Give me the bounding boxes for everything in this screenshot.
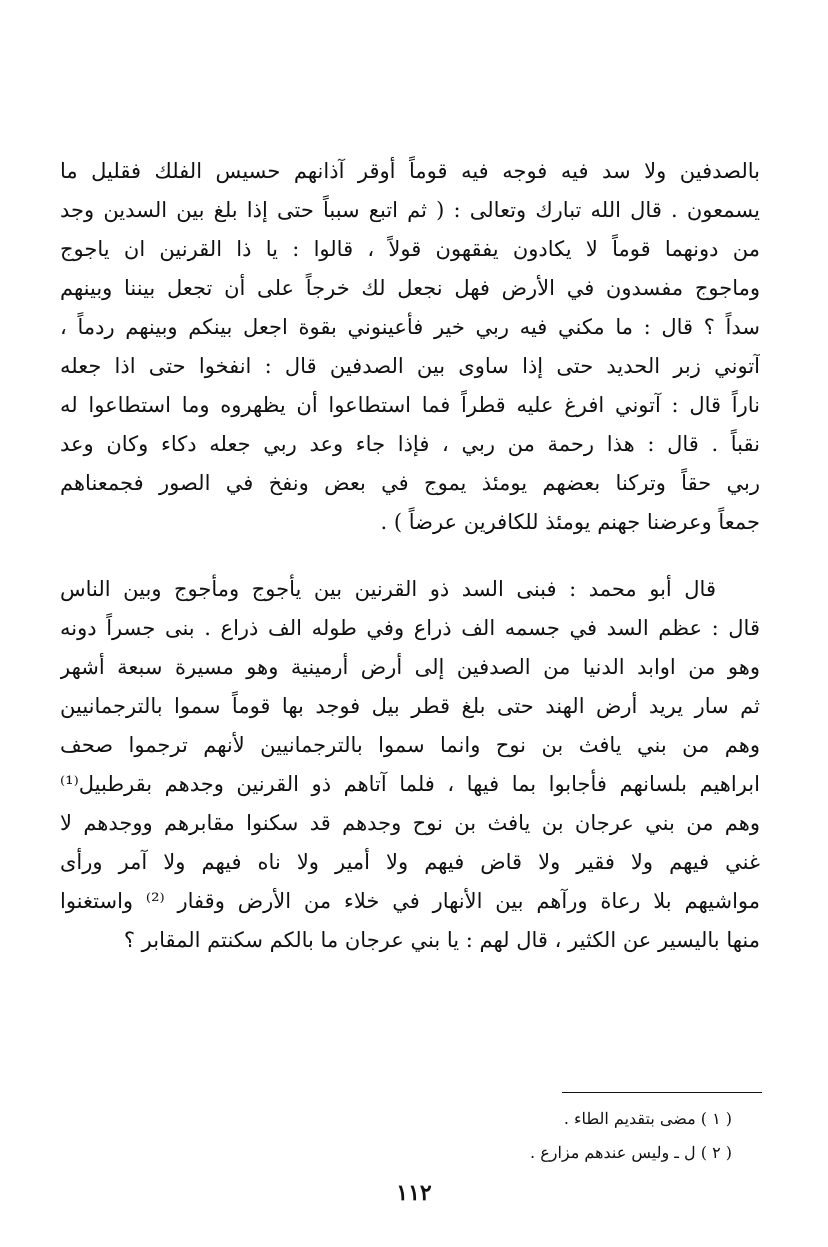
- page-number: ١١٢: [396, 1180, 432, 1206]
- text-line: غني فيهم ولا فقير ولا قاض فيهم ولا أمير ولا ناه فيهم ولا آمر ورأى: [60, 850, 760, 874]
- text-line: منها باليسير عن الكثير ، قال لهم : يا بني عرجان ما بالكم سكنتم المقابر ؟: [123, 928, 760, 952]
- text-line: سداً ؟ قال : ما مكني فيه ربي خير فأعينوني بقوة اجعل بينكم وبينهم ردماً ،: [60, 315, 760, 339]
- main-text: [60, 152, 760, 960]
- footnote-2: ( ٢ ) ل ـ وليس عندهم مزارع .: [530, 1143, 732, 1162]
- text-line: مواشيهم بلا رعاة ورآهم بين الأنهار في خلاء من الأرض وقفار ⁽²⁾ واستغنوا: [60, 889, 760, 913]
- text-line: ربي حقاً وتركنا بعضهم يومئذ يموج في بعض ونفخ في الصور فجمعناهم: [60, 471, 760, 495]
- text-line: وماجوج مفسدون في الأرض فهل نجعل لك خرجاً على أن تجعل بيننا وبينهم: [60, 276, 760, 300]
- text-line: آتوني زبر الحديد حتى إذا ساوى بين الصدفين قال : انفخوا حتى اذا جعله: [60, 354, 760, 378]
- text-line: جمعاً وعرضنا جهنم يومئذ للكافرين عرضاً ) .: [380, 510, 760, 534]
- paragraph-gap: [60, 542, 760, 570]
- footnote-1: ( ١ ) مضى بتقديم الطاء .: [563, 1109, 732, 1128]
- text-line: ثم سار يريد أرض الهند حتى بلغ قطر بيل فوجد بها قوماً سموا بالترجمانيين: [60, 694, 760, 718]
- text-line: يسمعون . قال الله تبارك وتعالى : ( ثم اتبع سبباً حتى إذا بلغ بين السدين وجد: [60, 198, 760, 222]
- text-line: نقباً . قال : هذا رحمة من ربي ، فإذا جاء وعد ربي جعله دكاء وكان وعد: [60, 432, 760, 456]
- text-line: وهم من بني يافث بن نوح وانما سموا بالترجمانيين لأنهم ترجموا صحف: [60, 733, 760, 757]
- text-line: ابراهيم بلسانهم فأجابوا بما فيها ، فلما آتاهم ذو القرنين وجدهم بقرطبيل⁽¹⁾: [60, 772, 760, 796]
- paragraph-first-line: قال أبو محمد : فبنى السد ذو القرنين بين يأجوج ومأجوج وبين الناس: [60, 577, 716, 601]
- text-line: وهو من اوابد الدنيا من الصدفين إلى أرض أرمينية وهو مسيرة سبعة أشهر: [60, 655, 760, 679]
- text-line: قال : عظم السد في جسمه الف ذراع وفي طوله الف ذراع . بنى جسراً دونه: [60, 616, 760, 640]
- text-line: وهم من بني عرجان بن يافث بن نوح وجدهم قد سكنوا مقابرهم ووجدهم لا: [60, 811, 760, 835]
- text-line: من دونهما قوماً لا يكادون يفقهون قولاً ، قالوا : يا ذا القرنين ان ياجوج: [60, 237, 760, 261]
- text-line: بالصدفين ولا سد فيه فوجه فيه قوماً أوقر آذانهم حسيس الفلك فقليل ما: [60, 159, 760, 183]
- footnote-divider: [562, 1092, 762, 1093]
- footnotes: [232, 1102, 732, 1170]
- text-line: ناراً قال : آتوني افرغ عليه قطراً فما استطاعوا أن يظهروه وما استطاعوا له: [60, 393, 760, 417]
